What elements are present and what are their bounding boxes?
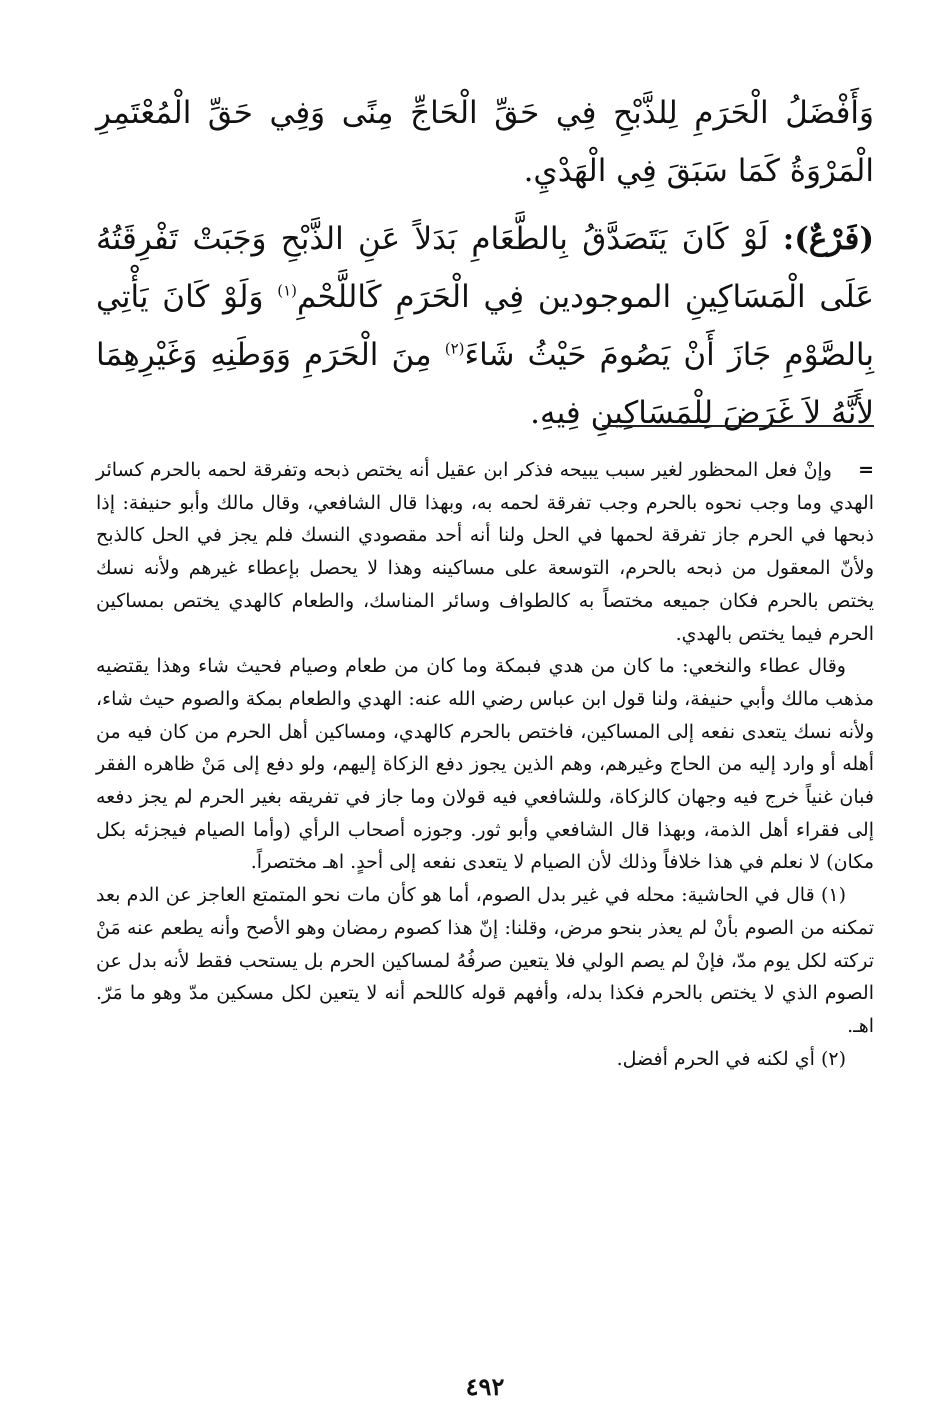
page xyxy=(96,84,875,1401)
continuation-mark: = xyxy=(858,459,874,481)
footnote-separator xyxy=(602,425,874,427)
page-number: ٤٩٢ xyxy=(465,1372,505,1401)
branch-label: (فَرْعٌ): xyxy=(782,221,874,257)
footnote-continuation xyxy=(96,454,874,650)
paragraph-2-part-1: لَوْ كَانَ يَتَصَدَّقُ بِالطَّعَامِ بَدَلاً عَنِ الذَّبْحِ وَجَبَتْ تَفْرِقَتُهُ عَلَى الْمَسَاكِينِ الموجودين فِي الْحَرَمِ كَاللَّحْمِ xyxy=(96,221,874,315)
footnote-ata-paragraph: وقال عطاء والنخعي: ما كان من هدي فبمكة وما كان من طعام وصيام فحيث شاء وهذا يقتضيه مذهب مالك وأبي حنيفة، ولنا قول ابن عباس رضي الله عنه: الهدي والطعام بمكة والصوم حيث شاء، ولأنه نسك يتعدى نفعه إلى المساكين، فاختص بالحرم كالهدي، ومساكين أهل الحرم من كان فيه من أهله أو وارد إليه من الحاج وغيرهم، وهم الذين يجوز دفع الزكاة إليهم، ولو دفع إلى مَنْ ظاهره الفقر فبان غنياً خرج فيه وجهان كالزكاة، وللشافعي فيه قولان وما جاز في تفريقه بغير الحرم لم يجز دفعه إلى فقراء أهل الذمة، وبهذا قال الشافعي وأبو ثور. وجوزه أصحاب الرأي (وأما الصيام فيجزئه بكل مكان) لا نعلم في هذا خلافاً وذلك لأن الصيام لا يتعدى نفعه إلى أحدٍ. اهـ مختصراً. xyxy=(96,655,875,874)
footnotes xyxy=(96,454,874,1075)
footnote-2: (٢) أي لكنه في الحرم أفضل. xyxy=(616,1047,846,1070)
paragraph-2-part-2: وَلَوْ كَانَ يَأْتِي بِالصَّوْمِ جَازَ أَنْ يَصُومَ حَيْثُ شَاءَ xyxy=(96,279,874,373)
paragraph-2-part-3: مِنَ الْحَرَمِ وَوَطَنِهِ وَغَيْرِهِمَا لأَنَّهُ لاَ غَرَضَ لِلْمَسَاكِينِ فِيهِ. xyxy=(96,337,874,431)
continuation-text: وإنْ فعل المحظور لغير سبب يبيحه فذكر ابن عقيل أنه يختص ذبحه وتفرقة لحمه بالحرم كسائر الهدي وما وجب نحوه بالحرم وجب تفرقة لحمه به، وبهذا قال الشافعي، وقال مالك وأبو حنيفة: إذا ذبحها في الحرم جاز تفرقة لحمها في الحل ولنا أنه أحد مقصودي النسك فلم يجز في الحل كالذبح ولأنّ المعقول من ذبحه بالحرم، التوسعة على مساكينه وهذا لا يحصل بإعطاء غيرهم ولأنه نسك يختص بالحرم فكان جميعه مختصاً به كالطواف وسائر المناسك، والطعام كالهدي يختص بمساكين الحرم فيما يختص بالهدي. xyxy=(96,459,874,645)
footnote-ref-1: (١) xyxy=(277,281,298,300)
main-paragraph-2 xyxy=(96,210,874,442)
main-paragraph-1: وَأَفْضَلُ الْحَرَمِ لِلذَّبْحِ فِي حَقِّ الْحَاجِّ مِنًى وَفِي حَقِّ الْمُعْتَمِرِ الْمَرْوَةُ كَمَا سَبَقَ فِي الْهَدْيِ. xyxy=(96,95,874,189)
footnote-ref-2: (٢) xyxy=(444,339,465,358)
footnote-1: (١) قال في الحاشية: محله في غير بدل الصوم، أما هو كأن مات نحو المتمتع العاجز عن الدم بعد تمكنه من الصوم بأنْ لم يعذر بنحو مرض، وقلنا: إنّ هذا كصوم رمضان وهو الأصح وأنه يطعم عنه مَنْ تركته لكل يوم مدّ، فإنْ لم يصم الولي فلا يتعين صرفُهُ لمساكين الحرم بل يستحب فقط لأنه بدل عن الصوم الذي لا يختص بالحرم فكذا بدله، وأفهم قوله كاللحم أنه لا يتعين لكل مسكين مدّ وهو ما مَرّ. اهـ. xyxy=(96,884,874,1037)
main-text xyxy=(96,84,874,442)
